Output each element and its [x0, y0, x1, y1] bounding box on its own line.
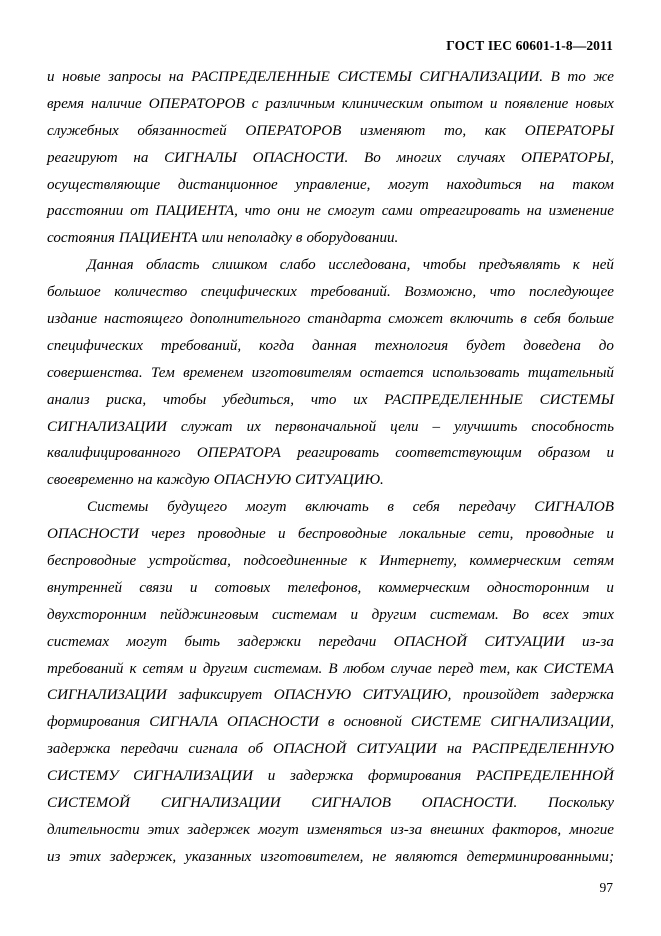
word: неполадку: [227, 230, 292, 247]
word: случае: [390, 660, 432, 677]
word: Во: [512, 606, 530, 623]
word: каждую: [156, 472, 210, 489]
word: цели: [390, 418, 419, 435]
text-line: [47, 198, 614, 225]
word: стандарта: [307, 311, 382, 328]
word: время: [47, 95, 85, 112]
word: управление,: [295, 176, 371, 193]
word: СИСТЕМА: [543, 660, 614, 677]
word: таком: [572, 176, 614, 193]
word: передачу: [458, 499, 516, 516]
word: случаях: [457, 149, 506, 166]
word: РАСПРЕДЕЛЕННЫЕ: [191, 69, 330, 85]
word: что: [244, 203, 271, 220]
word: как: [484, 122, 507, 139]
word: ОПАСНУЮ: [273, 687, 352, 704]
word: этих: [69, 848, 101, 865]
word: изготовителем,: [260, 848, 364, 865]
word: СИГНАЛИЗАЦИИ: [47, 687, 167, 704]
word: сигнала: [188, 741, 238, 758]
page-number: 97: [599, 880, 613, 895]
word: другим: [202, 660, 248, 677]
word: любом: [343, 660, 385, 677]
word: осуществляющие: [47, 176, 161, 193]
word: задержка: [289, 768, 354, 785]
text-line: [47, 467, 614, 494]
word: СИГНАЛИЗАЦИИ.: [419, 69, 544, 85]
word: СИГНАЛИЗАЦИИ,: [490, 714, 614, 731]
word: расстоянии: [47, 203, 124, 220]
word: формирования: [368, 768, 462, 785]
word: могут: [388, 176, 429, 193]
text-line: [47, 64, 614, 91]
word: СИСТЕМОЙ: [47, 795, 131, 812]
word: ПАЦИЕНТА: [118, 230, 198, 247]
word: настоящего: [104, 311, 183, 328]
word: являются: [395, 848, 458, 865]
word: в: [520, 311, 527, 328]
word: и: [606, 526, 614, 543]
word: основной: [343, 714, 402, 731]
word: опытом: [430, 95, 483, 112]
word: Данная: [87, 257, 134, 274]
word: и: [267, 768, 276, 785]
word: беспроводные: [47, 553, 137, 570]
word: смогут: [327, 203, 375, 220]
word: системам.: [253, 660, 323, 677]
word: быть: [184, 633, 220, 650]
word: из-за: [390, 821, 423, 838]
word: требований.: [310, 284, 391, 301]
word: СИГНАЛОВ: [311, 795, 391, 812]
word: ОПЕРАТОРЫ,: [520, 149, 614, 166]
word: количество: [114, 284, 188, 301]
word: системам: [271, 606, 337, 623]
text-line: [47, 225, 614, 252]
word: риска,: [106, 391, 147, 408]
word: квалифицированного: [47, 445, 181, 462]
text-line: [47, 118, 614, 145]
word: сетям: [142, 660, 184, 677]
word: факторов,: [492, 821, 562, 838]
word: образом: [537, 445, 591, 462]
text-line: [47, 279, 614, 306]
word: длительности: [47, 821, 140, 838]
word: что: [489, 284, 516, 301]
word: передачи: [318, 633, 377, 650]
word: то,: [443, 122, 467, 139]
word: первоначальной: [274, 418, 377, 435]
word: –: [432, 418, 441, 435]
text-line: [47, 333, 614, 360]
word: коммерческим: [469, 553, 561, 570]
word: чтобы: [422, 257, 467, 274]
word: соответствующим: [395, 445, 522, 462]
word: включать: [305, 499, 369, 516]
word: когда: [259, 337, 295, 354]
word: СИСТЕМЕ: [410, 714, 482, 731]
word: телефонов,: [287, 579, 362, 596]
word: и: [350, 606, 359, 623]
word: Возможно,: [404, 284, 477, 301]
word: к: [129, 660, 137, 677]
word: сети,: [478, 526, 514, 543]
text-line: [47, 521, 614, 548]
word: могут: [126, 633, 168, 650]
word: в: [327, 714, 335, 731]
word: состояния: [47, 230, 115, 247]
word: ОПЕРАТОРЫ: [524, 122, 614, 139]
word: на: [526, 203, 542, 220]
word: или: [201, 230, 224, 247]
word: требований,: [160, 337, 242, 354]
word: системам.: [429, 606, 499, 623]
word: то: [567, 69, 586, 85]
word: и: [278, 526, 286, 543]
word: СИГНАЛИЗАЦИИ: [133, 768, 253, 785]
word: РАСПРЕДЕЛЕННУЮ: [472, 741, 614, 758]
word: сможет: [388, 311, 444, 328]
word: чтобы: [162, 391, 207, 408]
word: проводные: [197, 526, 266, 543]
word: многие: [569, 821, 614, 838]
word: тщательный: [527, 364, 614, 381]
word: формирования: [47, 714, 141, 731]
word: Интернету,: [379, 553, 457, 570]
word: этих: [582, 606, 614, 623]
text-line: [47, 602, 614, 629]
word: убедиться,: [222, 391, 295, 408]
word: дополнительного: [189, 311, 301, 328]
word: внешних: [430, 821, 485, 838]
text-line: [47, 387, 614, 414]
word: будущего: [167, 499, 228, 516]
word: новые: [62, 69, 101, 85]
word: будет: [466, 337, 506, 354]
word: на: [539, 176, 555, 193]
word: В: [550, 69, 560, 85]
text-line: [47, 91, 614, 118]
word: они: [277, 203, 300, 220]
word: область: [146, 257, 200, 274]
word: требований: [47, 660, 124, 677]
word: с: [251, 95, 259, 112]
word: и: [606, 579, 614, 596]
text-line: [47, 763, 614, 790]
text-line: [47, 682, 614, 709]
text-line: [47, 360, 614, 387]
word: СИСТЕМЫ: [337, 69, 412, 85]
word: сотовых: [214, 579, 271, 596]
word: себя: [412, 499, 440, 516]
word: задержек,: [109, 848, 177, 865]
word: Поскольку: [547, 795, 614, 812]
word: СИГНАЛЫ: [164, 149, 237, 166]
word: слабо: [279, 257, 316, 274]
word: Тем: [150, 364, 175, 381]
word: способность: [531, 418, 614, 435]
text-line: [47, 145, 614, 172]
word: остается: [359, 364, 424, 381]
word: новых: [575, 95, 614, 112]
word: локальные: [399, 526, 466, 543]
word: обязанностей: [137, 122, 227, 139]
text-line: [47, 629, 614, 656]
word: сетям: [573, 553, 614, 570]
word: предъявлять: [478, 257, 561, 274]
word: к: [359, 553, 367, 570]
word: указанных: [185, 848, 252, 865]
word: другим: [371, 606, 417, 623]
word: ней: [592, 257, 614, 274]
word: оборудовании.: [306, 230, 399, 247]
paragraph: [47, 252, 614, 494]
word: себя: [533, 311, 561, 328]
word: как: [516, 660, 538, 677]
word: ОПАСНОСТИ.: [421, 795, 518, 812]
word: СИГНАЛИЗАЦИИ: [160, 795, 281, 812]
word: находиться: [446, 176, 522, 193]
word: больше: [567, 311, 614, 328]
word: через: [151, 526, 186, 543]
word: временем: [183, 364, 244, 381]
word: клиническим: [341, 95, 424, 112]
document-header: ГОСТ IEC 60601-1-8—2011: [446, 38, 613, 53]
word: СИТУАЦИИ: [356, 741, 437, 758]
word: ОПАСНОЙ: [273, 741, 347, 758]
word: из: [47, 848, 61, 865]
word: СИСТЕМУ: [47, 768, 119, 785]
word: из-за: [582, 633, 614, 650]
word: Во: [363, 149, 381, 166]
word: на: [133, 149, 149, 166]
word: зафиксирует: [178, 687, 263, 704]
word: появление: [504, 95, 569, 112]
word: их: [353, 391, 368, 408]
word: и: [47, 69, 55, 85]
word: ОПЕРАТОРА: [196, 445, 281, 462]
document-body: [47, 64, 614, 871]
text-line: [47, 656, 614, 683]
word: технология: [374, 337, 449, 354]
word: беспроводные: [297, 526, 388, 543]
word: РАСПРЕДЕЛЕННЫЕ: [384, 391, 523, 408]
text-line: [47, 252, 614, 279]
word: могут: [258, 821, 299, 838]
word: и: [489, 95, 498, 112]
word: задержек: [187, 821, 251, 838]
text-line: [47, 172, 614, 199]
text-line: [47, 709, 614, 736]
word: большое: [47, 284, 101, 301]
word: улучшить: [454, 418, 518, 435]
paragraph: [47, 64, 614, 252]
word: сами: [381, 203, 413, 220]
word: на: [446, 741, 462, 758]
word: же: [593, 69, 614, 85]
word: отреагировать: [419, 203, 520, 220]
word: не: [306, 203, 321, 220]
word: ОПЕРАТОРОВ: [245, 122, 342, 139]
word: Системы: [87, 499, 149, 516]
word: до: [598, 337, 614, 354]
word: задержка: [47, 741, 111, 758]
word: СИТУАЦИЮ,: [362, 687, 452, 704]
word: СИТУАЦИЮ.: [295, 472, 384, 489]
word: СИГНАЛОВ: [534, 499, 614, 516]
word: доведена: [523, 337, 581, 354]
word: слишком: [212, 257, 268, 274]
word: исследована,: [328, 257, 411, 274]
word: дистанционное: [177, 176, 278, 193]
word: специфических: [200, 284, 297, 301]
word: передачи: [120, 741, 179, 758]
word: изменяют: [359, 122, 426, 139]
text-line: [47, 440, 614, 467]
word: использовать: [432, 364, 520, 381]
text-line: [47, 817, 614, 844]
text-line: [47, 736, 614, 763]
word: своевременно: [47, 472, 134, 489]
word: служат: [180, 418, 233, 435]
word: издание: [47, 311, 98, 328]
word: различным: [265, 95, 335, 112]
word: могут: [245, 499, 287, 516]
word: данная: [312, 337, 357, 354]
word: ОПАСНОЙ: [393, 633, 468, 650]
word: системах: [47, 633, 110, 650]
word: ОПАСНУЮ: [213, 472, 292, 489]
word: и: [189, 660, 197, 677]
word: в: [387, 499, 394, 516]
text-line: [47, 494, 614, 521]
word: ОПЕРАТОРОВ: [148, 95, 245, 112]
word: произойдет: [462, 687, 540, 704]
word: задержки: [237, 633, 302, 650]
word: от: [130, 203, 149, 220]
word: об: [247, 741, 263, 758]
word: подсоединенные: [243, 553, 348, 570]
word: внутренней: [47, 579, 123, 596]
word: двухсторонним: [47, 606, 147, 623]
word: ОПАСНОСТИ: [47, 526, 139, 543]
word: изменение: [548, 203, 614, 220]
word: тем,: [479, 660, 511, 677]
word: изготовителям: [251, 364, 352, 381]
word: ОПАСНОСТИ: [227, 714, 319, 731]
word: и: [606, 445, 614, 462]
word: ПАЦИЕНТА,: [155, 203, 238, 220]
word: односторонним: [486, 579, 590, 596]
word: детерминированными;: [466, 848, 614, 865]
word: в: [295, 230, 303, 247]
word: пейджинговым: [160, 606, 259, 623]
word: СИГНАЛИЗАЦИИ: [47, 418, 167, 435]
word: реагируют: [47, 149, 118, 166]
text-line: [47, 306, 614, 333]
word: к: [572, 257, 580, 274]
word: и: [189, 579, 198, 596]
paragraph: [47, 494, 614, 870]
word: не: [372, 848, 387, 865]
word: служебных: [47, 122, 119, 139]
word: В: [328, 660, 338, 677]
word: этих: [147, 821, 180, 838]
word: запросы: [108, 69, 162, 85]
text-line: [47, 844, 614, 871]
word: анализ: [47, 391, 90, 408]
word: устройства,: [148, 553, 231, 570]
word: задержка: [550, 687, 614, 704]
word: что: [310, 391, 337, 408]
word: РАСПРЕДЕЛЕННОЙ: [475, 768, 614, 785]
word: СИСТЕМЫ: [539, 391, 614, 408]
word: СИТУАЦИИ: [484, 633, 565, 650]
word: наличие: [91, 95, 142, 112]
word: совершенства.: [47, 364, 143, 381]
word: включить: [449, 311, 514, 328]
text-line: [47, 575, 614, 602]
word: связи: [139, 579, 173, 596]
word: коммерческим: [378, 579, 470, 596]
word: на: [137, 472, 153, 489]
word: реагировать: [297, 445, 379, 462]
word: специфических: [47, 337, 144, 354]
word: на: [168, 69, 184, 85]
word: многих: [396, 149, 442, 166]
word: перед: [437, 660, 474, 677]
word: последующее: [528, 284, 614, 301]
word: СИГНАЛА: [149, 714, 219, 731]
word: всех: [542, 606, 569, 623]
text-line: [47, 790, 614, 817]
word: их: [246, 418, 261, 435]
word: ОПАСНОСТИ.: [252, 149, 349, 166]
word: проводные: [525, 526, 595, 543]
word: изменяться: [306, 821, 383, 838]
text-line: [47, 414, 614, 441]
text-line: [47, 548, 614, 575]
